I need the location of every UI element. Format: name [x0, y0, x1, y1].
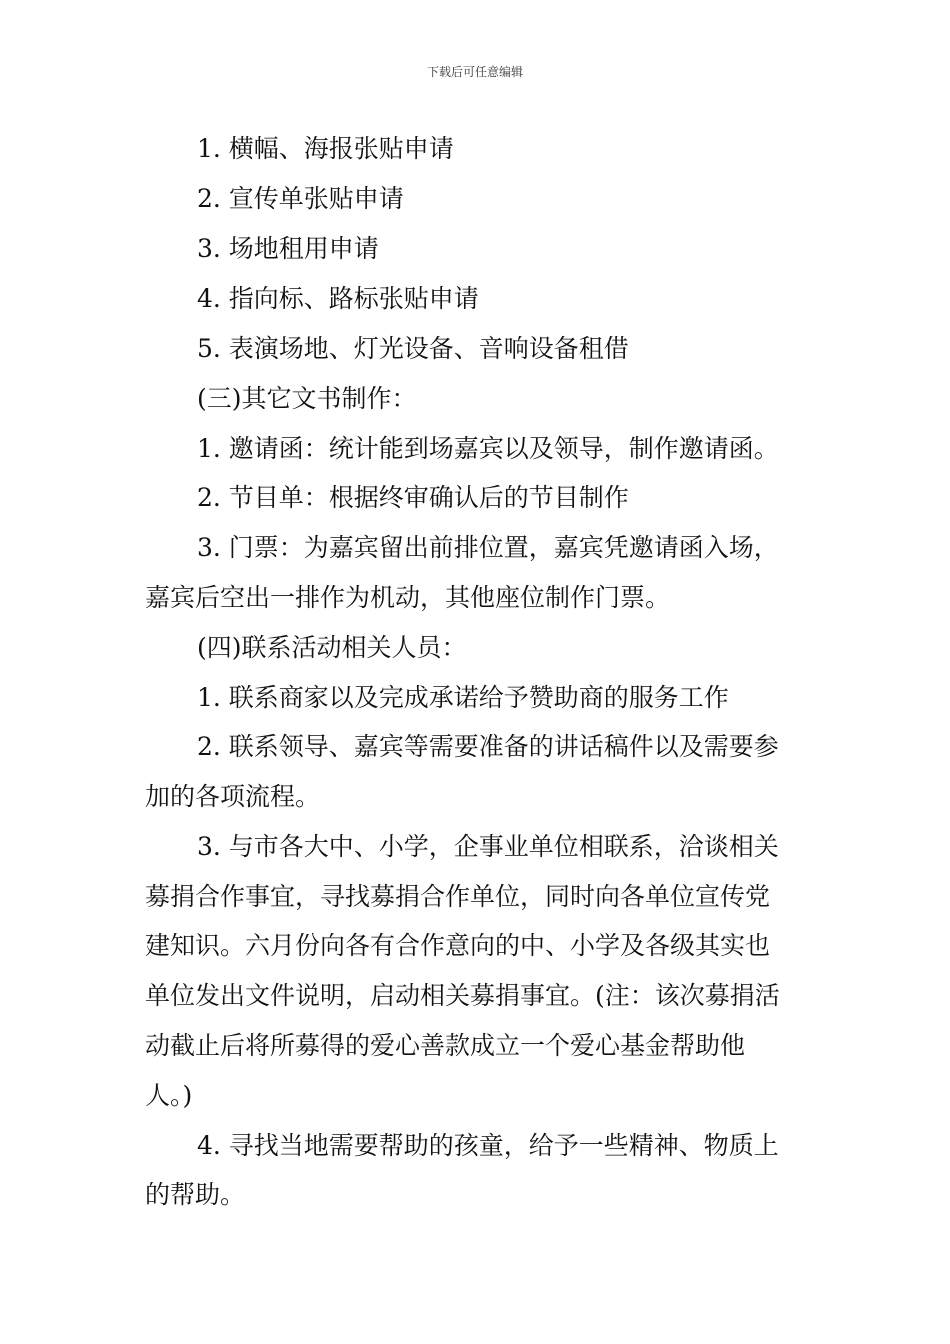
page-header: 下载后可任意编辑	[426, 65, 523, 79]
list-item-sponsors: 1. 联系商家以及完成承诺给予赞助商的服务工作	[197, 683, 729, 712]
paragraph-schools-line-3: 建知识。六月份向各有合作意向的中、小学及各级其实也	[145, 931, 771, 960]
paragraph-schools-line-1: 3. 与市各大中、小学，企事业单位相联系，洽谈相关	[197, 832, 779, 861]
paragraph-schools-line-2: 募捐合作事宜，寻找募捐合作单位，同时向各单位宣传党	[145, 882, 771, 911]
paragraph-children-line-2: 的帮助。	[145, 1180, 246, 1209]
list-item-signposts: 4. 指向标、路标张贴申请	[197, 284, 479, 313]
paragraph-schools-line-6: 人。)	[145, 1081, 193, 1110]
list-item-venue-rental: 3. 场地租用申请	[197, 234, 379, 263]
list-item-stage-equipment: 5. 表演场地、灯光设备、音响设备租借	[197, 334, 629, 363]
section-heading-documents: (三)其它文书制作：	[197, 384, 417, 413]
section-heading-contacts: (四)联系活动相关人员：	[197, 633, 467, 662]
paragraph-tickets-line-1: 3. 门票：为嘉宾留出前排位置，嘉宾凭邀请函入场，	[197, 533, 779, 562]
paragraph-schools-line-5: 动截止后将所募得的爱心善款成立一个爱心基金帮助他	[145, 1031, 746, 1060]
list-item-banner-poster: 1. 横幅、海报张贴申请	[197, 134, 454, 163]
paragraph-children-line-1: 4. 寻找当地需要帮助的孩童，给予一些精神、物质上	[197, 1131, 779, 1160]
list-item-flyer: 2. 宣传单张贴申请	[197, 184, 404, 213]
list-item-program: 2. 节目单：根据终审确认后的节目制作	[197, 483, 629, 512]
list-item-invitation: 1. 邀请函：统计能到场嘉宾以及领导，制作邀请函。	[197, 434, 779, 463]
paragraph-leaders-line-1: 2. 联系领导、嘉宾等需要准备的讲话稿件以及需要参	[197, 732, 779, 761]
paragraph-leaders-line-2: 加的各项流程。	[145, 782, 321, 811]
paragraph-tickets-line-2: 嘉宾后空出一排作为机动，其他座位制作门票。	[145, 583, 671, 612]
paragraph-schools-line-4: 单位发出文件说明，启动相关募捐事宜。(注：该次募捐活	[145, 981, 780, 1010]
